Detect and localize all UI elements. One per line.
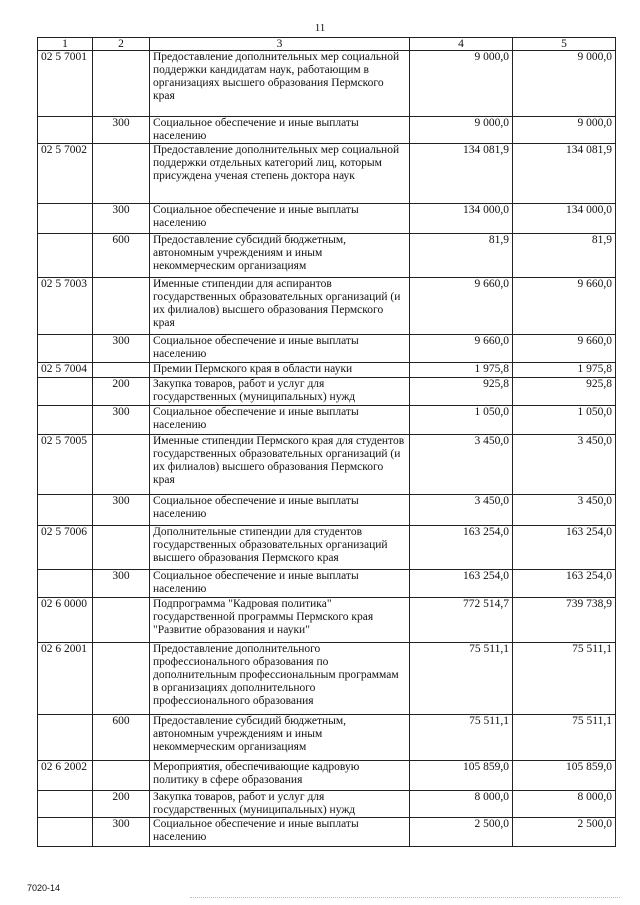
target-article-code bbox=[38, 117, 93, 144]
item-name: Именные стипендии для аспирантов государственных образовательных организаций (и их филиалов) высшего образования Пермского края bbox=[150, 278, 410, 335]
table-row bbox=[38, 526, 616, 570]
amount-col-4: 1 975,8 bbox=[410, 363, 513, 378]
item-name: Предоставление дополнительных мер социальной поддержки кандидатам наук, работающим в организациях высшего образования Пермского края bbox=[150, 51, 410, 117]
header-col-3: 3 bbox=[150, 38, 410, 51]
amount-col-5: 739 738,9 bbox=[513, 598, 616, 643]
footer-document-code: 7020-14 bbox=[27, 883, 61, 893]
table-row bbox=[38, 117, 616, 144]
expense-type-code: 300 bbox=[93, 204, 150, 234]
table-row bbox=[38, 234, 616, 278]
table-row bbox=[38, 378, 616, 406]
amount-col-4: 3 450,0 bbox=[410, 495, 513, 526]
target-article-code bbox=[38, 570, 93, 598]
item-name: Социальное обеспечение и иные выплаты населению bbox=[150, 495, 410, 526]
header-col-5: 5 bbox=[513, 38, 616, 51]
expense-type-code bbox=[93, 526, 150, 570]
amount-col-4: 9 660,0 bbox=[410, 335, 513, 363]
table-row bbox=[38, 643, 616, 715]
amount-col-5: 134 000,0 bbox=[513, 204, 616, 234]
table-row bbox=[38, 335, 616, 363]
header-col-2: 2 bbox=[93, 38, 150, 51]
table-row bbox=[38, 204, 616, 234]
target-article-code: 02 5 7001 bbox=[38, 51, 93, 117]
amount-col-5: 9 660,0 bbox=[513, 335, 616, 363]
target-article-code: 02 6 2001 bbox=[38, 643, 93, 715]
amount-col-5: 9 660,0 bbox=[513, 278, 616, 335]
header-col-1: 1 bbox=[38, 38, 93, 51]
item-name: Социальное обеспечение и иные выплаты населению bbox=[150, 570, 410, 598]
expense-type-code: 300 bbox=[93, 495, 150, 526]
table-row bbox=[38, 51, 616, 117]
table-row bbox=[38, 406, 616, 435]
target-article-code bbox=[38, 495, 93, 526]
expense-type-code bbox=[93, 435, 150, 495]
amount-col-4: 134 000,0 bbox=[410, 204, 513, 234]
item-name: Закупка товаров, работ и услуг для государственных (муниципальных) нужд bbox=[150, 378, 410, 406]
item-name: Социальное обеспечение и иные выплаты населению bbox=[150, 117, 410, 144]
amount-col-5: 1 050,0 bbox=[513, 406, 616, 435]
item-name: Именные стипендии Пермского края для студентов государственных образовательных организаций (и их филиалов) высшего образования Пермского края bbox=[150, 435, 410, 495]
expense-type-code: 300 bbox=[93, 335, 150, 363]
amount-col-5: 3 450,0 bbox=[513, 435, 616, 495]
table-row bbox=[38, 144, 616, 204]
table-row bbox=[38, 598, 616, 643]
table-row bbox=[38, 363, 616, 378]
amount-col-4: 163 254,0 bbox=[410, 570, 513, 598]
amount-col-4: 925,8 bbox=[410, 378, 513, 406]
amount-col-4: 134 081,9 bbox=[410, 144, 513, 204]
expense-type-code: 600 bbox=[93, 715, 150, 761]
expense-type-code bbox=[93, 278, 150, 335]
item-name: Социальное обеспечение и иные выплаты населению bbox=[150, 818, 410, 847]
target-article-code bbox=[38, 406, 93, 435]
amount-col-5: 8 000,0 bbox=[513, 791, 616, 818]
target-article-code bbox=[38, 818, 93, 847]
expense-type-code bbox=[93, 761, 150, 791]
scan-artifact-divider bbox=[190, 897, 620, 900]
expense-type-code: 300 bbox=[93, 406, 150, 435]
expense-type-code bbox=[93, 598, 150, 643]
amount-col-4: 9 660,0 bbox=[410, 278, 513, 335]
target-article-code: 02 6 2002 bbox=[38, 761, 93, 791]
amount-col-5: 925,8 bbox=[513, 378, 616, 406]
expense-type-code: 300 bbox=[93, 117, 150, 144]
amount-col-4: 75 511,1 bbox=[410, 715, 513, 761]
target-article-code bbox=[38, 204, 93, 234]
target-article-code bbox=[38, 378, 93, 406]
amount-col-4: 81,9 bbox=[410, 234, 513, 278]
item-name: Мероприятия, обеспечивающие кадровую политику в сфере образования bbox=[150, 761, 410, 791]
item-name: Предоставление субсидий бюджетным, автономным учреждениям и иным некоммерческим организациям bbox=[150, 715, 410, 761]
item-name: Предоставление субсидий бюджетным, автономным учреждениям и иным некоммерческим организациям bbox=[150, 234, 410, 278]
amount-col-5: 1 975,8 bbox=[513, 363, 616, 378]
amount-col-5: 75 511,1 bbox=[513, 715, 616, 761]
target-article-code: 02 5 7002 bbox=[38, 144, 93, 204]
item-name: Предоставление дополнительных мер социальной поддержки отдельных категорий лиц, которым присуждена ученая степень доктора наук bbox=[150, 144, 410, 204]
expense-type-code bbox=[93, 363, 150, 378]
item-name: Социальное обеспечение и иные выплаты населению bbox=[150, 335, 410, 363]
item-name: Премии Пермского края в области науки bbox=[150, 363, 410, 378]
item-name: Предоставление дополнительного профессионального образования по дополнительным профессиональным программам в организациях дополнительного профессионального образования bbox=[150, 643, 410, 715]
amount-col-4: 1 050,0 bbox=[410, 406, 513, 435]
expense-type-code: 300 bbox=[93, 570, 150, 598]
header-col-4: 4 bbox=[410, 38, 513, 51]
expense-type-code bbox=[93, 51, 150, 117]
expense-type-code: 200 bbox=[93, 791, 150, 818]
page-number: 11 bbox=[314, 22, 326, 34]
budget-table bbox=[37, 37, 616, 847]
amount-col-4: 105 859,0 bbox=[410, 761, 513, 791]
amount-col-4: 772 514,7 bbox=[410, 598, 513, 643]
amount-col-5: 105 859,0 bbox=[513, 761, 616, 791]
amount-col-4: 8 000,0 bbox=[410, 791, 513, 818]
item-name: Подпрограмма "Кадровая политика" государственной программы Пермского края "Развитие образования и науки" bbox=[150, 598, 410, 643]
table-row bbox=[38, 435, 616, 495]
expense-type-code bbox=[93, 643, 150, 715]
table-row bbox=[38, 818, 616, 847]
header-row bbox=[38, 38, 616, 51]
amount-col-5: 163 254,0 bbox=[513, 570, 616, 598]
amount-col-5: 81,9 bbox=[513, 234, 616, 278]
target-article-code: 02 5 7003 bbox=[38, 278, 93, 335]
amount-col-5: 163 254,0 bbox=[513, 526, 616, 570]
table-row bbox=[38, 495, 616, 526]
amount-col-5: 75 511,1 bbox=[513, 643, 616, 715]
target-article-code: 02 5 7004 bbox=[38, 363, 93, 378]
target-article-code bbox=[38, 791, 93, 818]
item-name: Дополнительные стипендии для студентов государственных образовательных организаций высшего образования Пермского края bbox=[150, 526, 410, 570]
table-row bbox=[38, 791, 616, 818]
amount-col-4: 75 511,1 bbox=[410, 643, 513, 715]
amount-col-5: 9 000,0 bbox=[513, 51, 616, 117]
amount-col-5: 2 500,0 bbox=[513, 818, 616, 847]
expense-type-code bbox=[93, 144, 150, 204]
target-article-code: 02 6 0000 bbox=[38, 598, 93, 643]
amount-col-4: 2 500,0 bbox=[410, 818, 513, 847]
item-name: Социальное обеспечение и иные выплаты населению bbox=[150, 406, 410, 435]
table-row bbox=[38, 570, 616, 598]
item-name: Закупка товаров, работ и услуг для государственных (муниципальных) нужд bbox=[150, 791, 410, 818]
target-article-code: 02 5 7005 bbox=[38, 435, 93, 495]
target-article-code bbox=[38, 234, 93, 278]
table-row bbox=[38, 761, 616, 791]
expense-type-code: 200 bbox=[93, 378, 150, 406]
expense-type-code: 600 bbox=[93, 234, 150, 278]
target-article-code bbox=[38, 715, 93, 761]
amount-col-5: 3 450,0 bbox=[513, 495, 616, 526]
amount-col-4: 3 450,0 bbox=[410, 435, 513, 495]
target-article-code bbox=[38, 335, 93, 363]
table-row bbox=[38, 715, 616, 761]
item-name: Социальное обеспечение и иные выплаты населению bbox=[150, 204, 410, 234]
amount-col-5: 9 000,0 bbox=[513, 117, 616, 144]
amount-col-5: 134 081,9 bbox=[513, 144, 616, 204]
amount-col-4: 9 000,0 bbox=[410, 117, 513, 144]
amount-col-4: 9 000,0 bbox=[410, 51, 513, 117]
target-article-code: 02 5 7006 bbox=[38, 526, 93, 570]
table-row bbox=[38, 278, 616, 335]
expense-type-code: 300 bbox=[93, 818, 150, 847]
amount-col-4: 163 254,0 bbox=[410, 526, 513, 570]
